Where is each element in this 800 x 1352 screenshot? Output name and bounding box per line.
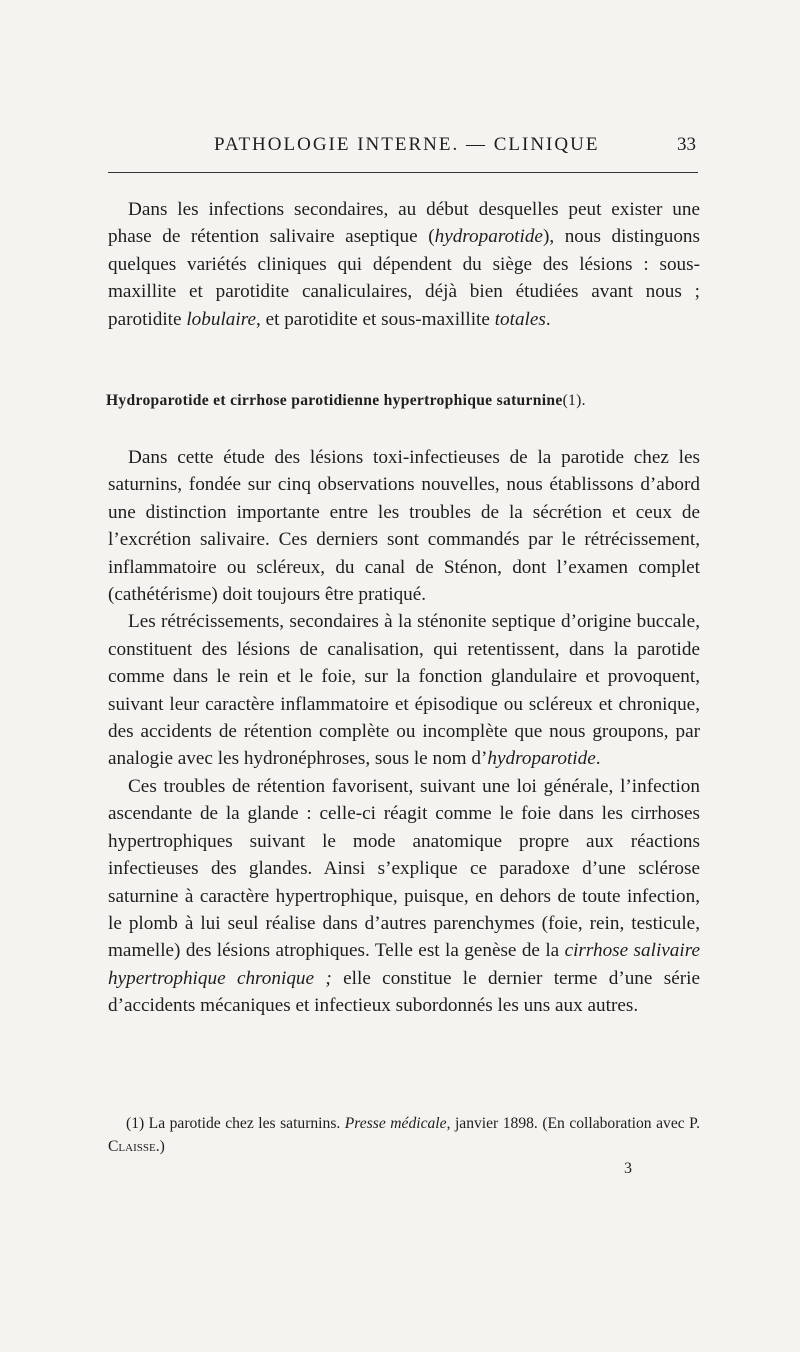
footnote-journal: Presse médicale [344,1115,447,1132]
paragraph-2-text-2: . [595,748,601,770]
intro-term-hydroparotide: hydroparotide [434,226,543,248]
intro-text-2: ), nous distinguons quelques variétés cliniques qui dépendent du siège des lésions : sous-maxillite et parotidite canaliculaires, déjà bien étudiées avant nous ; parotidite [108,226,700,330]
footnote-text-3: .) [155,1138,165,1155]
paragraph-3-term: cirrhose salivaire hypertrophique chronique ; [108,940,700,989]
section-heading [106,392,706,410]
footnote [108,1112,700,1158]
paragraph-2 [108,608,700,772]
intro-term-lobulaire: lobulaire [186,308,256,330]
paragraph-1: Dans cette étude des lésions toxi-infectieuses de la parotide chez les saturnins, fondée sur cinq observations nouvelles, nous établissons d’abord une distinction importante entre les troubles de la sécrétion et ceux de l’excrétion salivaire. Ces derniers sont commandés par le rétrécissement, inflammatoire ou scléreux, du canal de Sténon, dont l’examen complet (cathétérisme) doit toujours être pratiqué. [108,447,700,606]
intro-text-1: Dans les infections secondaires, au début desquelles peut exister une phase de rétention salivaire aseptique ( [108,199,700,248]
header-rule [108,172,698,173]
footnote-text-2: , janvier 1898. (En collaboration avec P. [446,1115,700,1132]
paragraph-3 [108,773,700,1020]
signature-mark: 3 [624,1160,632,1177]
paragraph-2-term: hydroparotide [487,748,596,770]
main-text [108,444,700,1020]
page-number: 33 [677,134,696,155]
footnote-text-1: (1) La parotide chez les saturnins. [126,1115,345,1132]
paragraph-2-text-1: Les rétrécissements, secondaires à la sténonite septique d’origine buccale, constituent des lésions de canalisation, qui retentissent, dans la parotide comme dans le rein et le foie, sur la fonction glandulaire et provoquent, suivant leur caractère inflammatoire et épisodique ou scléreux et chronique, des accidents de rétention complète ou incomplète que nous groupons, par analogie avec les hydronéphroses, sous le nom d’ [108,611,700,770]
section-heading-text: Hydroparotide et cirrhose parotidienne hypertrophique saturnine [106,392,563,409]
intro-term-totales: totales [494,308,546,330]
intro-block [108,196,700,333]
paragraph-3-text-2: elle constitue le dernier terme d’une série d’accidents mécaniques et infectieux subordonnés les uns aux autres. [108,967,700,1017]
paragraph-3-text-1: Ces troubles de rétention favorisent, suivant une loi générale, l’infection ascendante de la glande : celle-ci réagit comme le foie dans les cirrhoses hypertrophiques suivant le mode anatomique propre aux réactions infectieuses des glandes. Ainsi s’explique ce paradoxe d’une sclérose saturnine à caractère hypertrophique, puisque, en dehors de toute infection, le plomb à lui seul réalise dans d’autres parenchymes (foie, rein, testicule, mamelle) des lésions atrophiques. Telle est la genèse de la [108,775,700,962]
intro-paragraph [108,196,700,333]
footnote-text [108,1112,700,1158]
header-title: PATHOLOGIE INTERNE. — CLINIQUE [214,134,600,155]
intro-text-4: . [545,308,551,330]
footnote-ref: (1). [562,392,586,409]
intro-text-3: , et parotidite et sous-maxillite [255,308,495,330]
footnote-author: Claisse [108,1138,156,1155]
